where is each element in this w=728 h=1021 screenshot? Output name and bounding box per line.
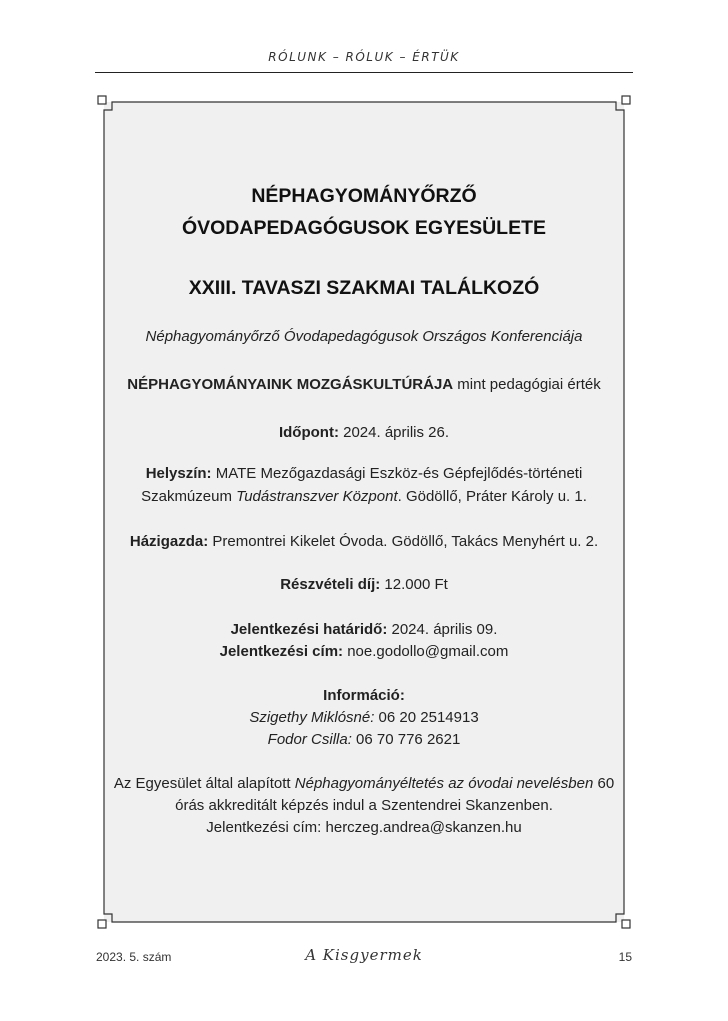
address-label: Jelentkezési cím:: [219, 643, 344, 660]
contact-2-phone: 06 70 776 2621: [351, 731, 461, 748]
contact-1-name: Szigethy Miklósné:: [249, 709, 375, 726]
section-header: RÓLUNK – RÓLUK – ÉRTÜK: [268, 50, 460, 64]
header-divider: [95, 72, 633, 73]
training-course-title: Néphagyományéltetés az óvodai nevelésben: [294, 775, 594, 792]
contact-1-phone: 06 20 2514913: [374, 709, 479, 726]
deadline-label: Jelentkezési határidő:: [230, 621, 388, 638]
deadline-value: 2024. április 09.: [387, 621, 498, 638]
org-title-line-1: NÉPHAGYOMÁNYŐRZŐ: [251, 185, 477, 207]
date-value: 2024. április 26.: [338, 424, 450, 441]
venue-value-2b: . Gödöllő, Práter Károly u. 1.: [397, 488, 587, 505]
address-line: [96, 642, 632, 662]
conference-name: Néphagyományőrző Óvodapedagógusok Országos Konferenciája: [145, 328, 583, 345]
org-title-line-2: ÓVODAPEDAGÓGUSOK EGYESÜLETE: [181, 217, 547, 239]
theme-line: [96, 375, 632, 395]
host-line: [96, 532, 632, 552]
fee-line: [96, 575, 632, 595]
theme-title: NÉPHAGYOMÁNYAINK MOZGÁSKULTÚRÁJA: [127, 376, 454, 393]
date-label: Időpont:: [278, 424, 339, 441]
venue-value-2-italic: Tudástranszver Központ: [236, 488, 398, 505]
contact-2: [96, 730, 632, 750]
training-text-1b: 60: [593, 775, 615, 792]
magazine-name: A Kisgyermek: [305, 946, 423, 964]
contact-1: [96, 708, 632, 728]
training-line-3: Jelentkezési cím: herczeg.andrea@skanzen.hu: [206, 819, 522, 836]
address-value: noe.godollo@gmail.com: [343, 643, 509, 660]
page-number: 15: [618, 950, 632, 964]
issue-number: 2023. 5. szám: [96, 950, 172, 964]
host-value: Premontrei Kikelet Óvoda. Gödöllő, Takács Menyhért u. 2.: [208, 533, 599, 550]
training-line-2: órás akkreditált képzés indul a Szentendrei Skanzenben.: [175, 797, 553, 814]
theme-suffix: mint pedagógiai érték: [453, 376, 601, 393]
fee-label: Részvételi díj:: [280, 576, 381, 593]
host-label: Házigazda:: [129, 533, 209, 550]
venue-line-2: [96, 487, 632, 507]
contact-2-name: Fodor Csilla:: [267, 731, 352, 748]
info-heading: Információ:: [323, 687, 405, 704]
training-line-1: [96, 774, 632, 794]
training-text-1a: Az Egyesület által alapított: [113, 775, 295, 792]
venue-value-1: MATE Mezőgazdasági Eszköz-és Gépfejlődés-történeti: [211, 465, 583, 482]
date-line: [96, 423, 632, 443]
venue-value-2a: Szakmúzeum: [141, 488, 237, 505]
deadline-line: [96, 620, 632, 640]
fee-value: 12.000 Ft: [380, 576, 448, 593]
venue-label: Helyszín:: [145, 465, 212, 482]
venue-line-1: [96, 464, 632, 484]
meeting-title: XXIII. TAVASZI SZAKMAI TALÁLKOZÓ: [188, 277, 540, 299]
